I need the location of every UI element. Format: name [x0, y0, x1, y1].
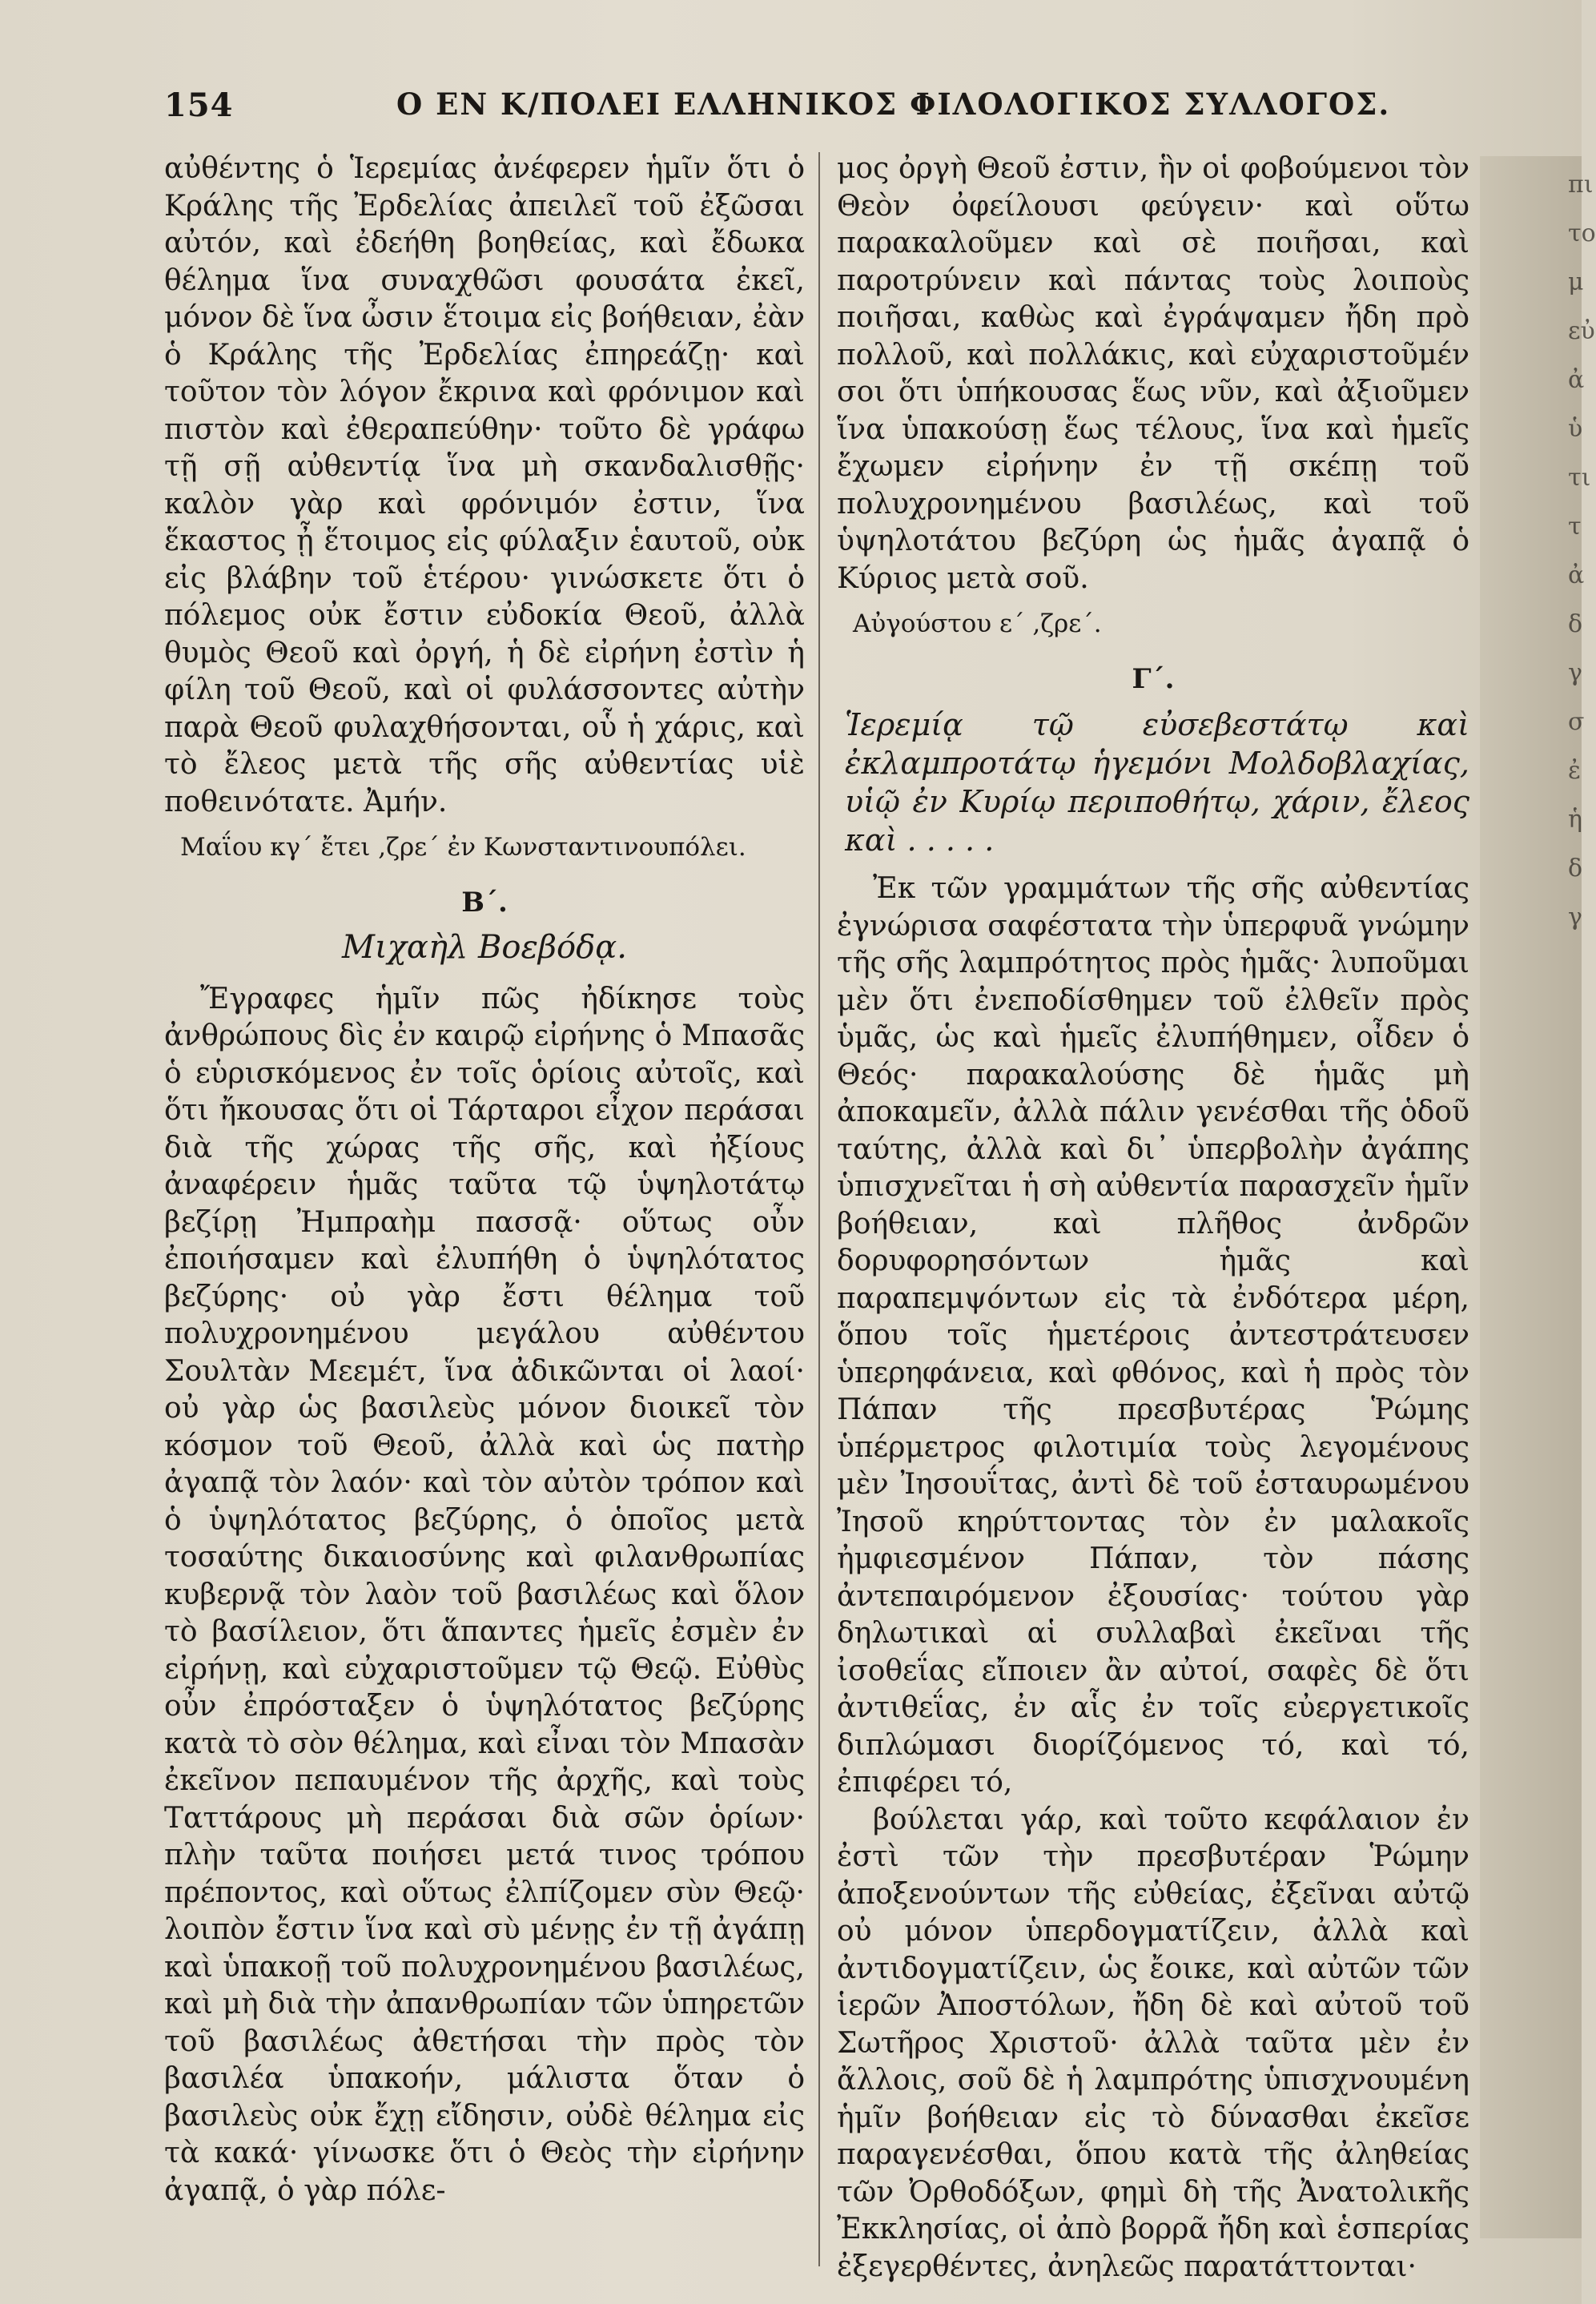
- facing-page-fragments: [1568, 160, 1596, 942]
- edge-fragment: γ: [1568, 659, 1582, 687]
- edge-fragment: ἀ: [1568, 366, 1585, 394]
- right-paragraph-1: μος ὀργὴ Θεοῦ ἐστιν, ἣν οἱ φοβούμενοι τὸν Θεὸν ὀφείλουσι φεύγειν· καὶ οὕτω παρακαλοῦμεν καὶ σὲ ποιῆσαι, καὶ παροτρύνειν καὶ πάντας τοὺς λοιποὺς ποιῆσαι, καθὼς καὶ ἐγράψαμεν ἤδη πρὸ πολλοῦ, καὶ πολλάκις, καὶ εὐχαριστοῦμέν σοι ὅτι ὑπήκουσας ἕως νῦν, καὶ ἀξιοῦμεν ἵνα ὑπακούσῃ ἕως τέλους, ἵνα καὶ ἡμεῖς ἔχωμεν εἰρήνην ἐν τῇ σκέπῃ τοῦ πολυχρονημένου βασιλέως, καὶ τοῦ ὑψηλοτάτου βεζύρη ὡς ἡμᾶς ἀγαπᾷ ὁ Κύριος μετὰ σοῦ.: [837, 152, 1469, 595]
- left-paragraph-1: αὐθέντης ὁ Ἱερεμίας ἀνέφερεν ἡμῖν ὅτι ὁ Κράλης τῆς Ἐρδελίας ἀπειλεῖ τοῦ ἐξῶσαι αὐτόν, καὶ ἐδεήθη βοηθείας, καὶ ἔδωκα θέλημα ἵνα συναχθῶσι φουσάτα ἐκεῖ, μόνον δὲ ἵνα ὦσιν ἕτοιμα εἰς βοήθειαν, ἐὰν ὁ Κράλης τῆς Ἐρδελίας ἐπηρεάζῃ· καὶ τοῦτον τὸν λόγον ἔκρινα καὶ φρόνιμον καὶ πιστὸν καὶ ἐθεραπεύθην· τοῦτο δὲ γράφω τῇ σῇ αὐθεντίᾳ ἵνα μὴ σκανδαλισθῇς· καλὸν γὰρ καὶ φρόνιμόν ἐστιν, ἵνα ἕκαστος ᾖ ἕτοιμος εἰς φύλαξιν ἑαυτοῦ, οὐκ εἰς βλάβην τοῦ ἑτέρου· γινώσκετε ὅτι ὁ πόλεμος οὐκ ἔστιν εὐδοκία Θεοῦ, ἀλλὰ θυμὸς Θεοῦ καὶ ὀργή, ἡ δὲ εἰρήνη ἐστὶν ἡ φίλη τοῦ Θεοῦ, καὶ οἱ φυλάσσοντες αὐτὴν παρὰ Θεοῦ φυλαχθήσονται, οὗ ἡ χάρις, καὶ τὸ ἔλεος μετὰ τῆς σῆς αὐθεντίας υἱὲ ποθεινότατε. Ἀμήν.: [164, 152, 805, 818]
- right-column: [837, 151, 1469, 2281]
- running-title: Ο ΕΝ Κ/ΠΟΛΕΙ ΕΛΛΗΝΙΚΟΣ ΦΙΛΟΛΟΓΙΚΟΣ ΣΥΛΛΟΓΟΣ.: [396, 86, 1391, 122]
- edge-fragment: ἡ: [1568, 806, 1582, 834]
- date-line-2: Αὐγούστου ε΄ ,ζρε΄.: [853, 609, 1102, 638]
- right-paragraph-2: Ἐκ τῶν γραμμάτων τῆς σῆς αὐθεντίας ἐγνώρισα σαφέστατα τὴν ὑπερφυᾶ γνώμην τῆς σῆς λαμπρότητος πρὸς ἡμᾶς· λυποῦμαι μὲν ὅτι ἐνεποδίσθημεν τοῦ ἐλθεῖν πρὸς ὑμᾶς, ὡς καὶ ἡμεῖς ἐλυπήθημεν, οἶδεν ὁ Θεός· παρακαλούσης δὲ ἡμᾶς μὴ ἀποκαμεῖν, ἀλλὰ πάλιν γενέσθαι τῆς ὁδοῦ ταύτης, ἀλλὰ καὶ δι᾿ ὑπερβολὴν ἀγάπης ὑπισχνεῖται ἡ σὴ αὐθεντία παρασχεῖν ἡμῖν βοήθειαν, καὶ πλῆθος ἀνδρῶν δορυφορησόντων ἡμᾶς καὶ παραπεμψόντων εἰς τὰ ἐνδότερα μέρη, ὅπου τοῖς ἡμετέροις ἀντεστράτευσεν ὑπερηφάνεια, καὶ φθόνος, καὶ ἡ πρὸς τὸν Πάπαν τῆς πρεσβυτέρας Ῥώμης ὑπέρμετρος φιλοτιμία τοὺς λεγομένους μὲν Ἰησουΐτας, ἀντὶ δὲ τοῦ ἐσταυρωμένου Ἰησοῦ κηρύττοντας τὸν ἐν μαλακοῖς ἠμφιεσμένον Πάπαν, τὸν πάσης ἀντεπαιρόμενον ἐξουσίας· τούτου γὰρ δηλωτικαὶ αἱ συλλαβαὶ ἐκεῖναι τῆς ἰσοθεΐας εἴποιεν ἂν αὐτοί, σαφὲς δὲ ὅτι ἀντιθεΐας, ἐν αἷς ἐν τοῖς εὐεργετικοῖς διπλώμασι διορίζόμενος τό, καὶ τό, ἐπιφέρει τό,: [837, 872, 1469, 1799]
- left-column: [164, 151, 805, 2281]
- edge-fragment: σ: [1568, 708, 1585, 736]
- section-number-b: Β΄.: [461, 886, 508, 919]
- edge-fragment: πι: [1568, 171, 1594, 199]
- edge-fragment: ἐ: [1568, 757, 1582, 785]
- edge-fragment: ἀ: [1568, 561, 1585, 589]
- date-line-1: Μαΐου κγ΄ ἔτει ,ζρε΄ ἐν Κωνσταντινουπόλει.: [180, 833, 746, 862]
- right-paragraph-3: βούλεται γάρ, καὶ τοῦτο κεφάλαιον ἐν ἐστὶ τῶν τὴν πρεσβυτέραν Ῥώμην ἀποξενούντων τῆς εὐθείας, ἐξεῖναι αὐτῷ οὐ μόνον ὑπερδογματίζειν, ἀλλὰ καὶ ἀντιδογματίζειν, ὡς ἔοικε, καὶ αὐτῶν τῶν ἱερῶν Ἀποστόλων, ἤδη δὲ καὶ αὐτοῦ τοῦ Σωτῆρος Χριστοῦ· ἀλλὰ ταῦτα μὲν ἐν ἄλλοις, σοῦ δὲ ἡ λαμπρότης ὑπισχνουμένη ἡμῖν βοήθειαν εἰς τὸ δύνασθαι ἐκεῖσε παραγενέσθαι, ὅπου κατὰ τῆς ἀληθείας τῶν Ὀρθοδόξων, φημὶ δὴ τῆς Ἀνατολικῆς Ἐκκλησίας, οἱ ἀπὸ βορρᾶ ἤδη καὶ ἑσπερίας ἐξεγερθέντες, ἀνηλεῶς παρατάττονται·: [837, 1803, 1469, 2283]
- edge-fragment: γ: [1568, 903, 1582, 931]
- page-number: 154: [164, 86, 234, 124]
- edge-fragment: δ: [1568, 854, 1583, 883]
- edge-fragment: δ: [1568, 610, 1583, 638]
- edge-fragment: μ: [1568, 268, 1584, 296]
- edge-fragment: τ: [1568, 513, 1582, 541]
- section-number-c: Γ΄.: [1132, 662, 1175, 695]
- letter-heading-b: Μιχαὴλ Βοεβόδᾳ.: [342, 929, 627, 966]
- page-header: [164, 86, 1391, 135]
- left-paragraph-2: Ἔγραφες ἡμῖν πῶς ἠδίκησε τοὺς ἀνθρώπους δὶς ἐν καιρῷ εἰρήνης ὁ Μπασᾶς ὁ εὑρισκόμενος ἐν τοῖς ὁρίοις αὐτοῖς, καὶ ὅτι ἤκουσας ὅτι οἱ Τάρταροι εἶχον περάσαι διὰ τῆς χώρας τῆς σῆς, καὶ ἠξίους ἀναφέρειν ἡμᾶς ταῦτα τῷ ὑψηλοτάτῳ βεζίρῃ Ἠμπραὴμ πασσᾷ· οὕτως οὖν ἐποιήσαμεν καὶ ἐλυπήθη ὁ ὑψηλότατος βεζύρης· οὐ γὰρ ἔστι θέλημα τοῦ πολυχρονημένου μεγάλου αὐθέντου Σουλτὰν Μεεμέτ, ἵνα ἀδικῶνται οἱ λαοί· οὐ γὰρ ὡς βασιλεὺς μόνον διοικεῖ τὸν κόσμον τοῦ Θεοῦ, ἀλλὰ καὶ ὡς πατὴρ ἀγαπᾷ τὸν λαόν· καὶ τὸν αὐτὸν τρόπον καὶ ὁ ὑψηλότατος βεζύρης, ὁ ὁποῖος μετὰ τοσαύτης δικαιοσύνης καὶ φιλανθρωπίας κυβερνᾷ τὸν λαὸν τοῦ βασιλέως καὶ ὅλον τὸ βασίλειον, ὅτι ἅπαντες ἡμεῖς ἐσμὲν ἐν εἰρήνῃ, καὶ εὐχαριστοῦμεν τῷ Θεῷ. Εὐθὺς οὖν ἐπρόσταξεν ὁ ὑψηλότατος βεζύρης κατὰ τὸ σὸν θέλημα, καὶ εἶναι τὸν Μπασὰν ἐκεῖνον πεπαυμένον τῆς ἀρχῆς, καὶ τοὺς Ταττάρους μὴ περάσαι διὰ σῶν ὁρίων· πλὴν ταῦτα ποιήσει μετά τινος τρόπου πρέποντος, καὶ οὕτως ἐλπίζομεν σὺν Θεῷ· λοιπὸν ἔστιν ἵνα καὶ σὺ μένῃς ἐν τῇ ἀγάπῃ καὶ ὑπακοῇ τοῦ πολυχρονημένου βασιλέως, καὶ μὴ διὰ τὴν ἀπανθρωπίαν τῶν ὑπηρετῶν τοῦ βασιλέως ἀθετήσαι τὴν πρὸς τὸν βασιλέα ὑπακοήν, μάλιστα ὅταν ὁ βασιλεὺς οὐκ ἔχῃ εἴδησιν, οὐδὲ θέλημα εἰς τὰ κακά· γίνωσκε ὅτι ὁ Θεὸς τὴν εἰρήνην ἀγαπᾷ, ὁ γὰρ πόλε-: [164, 982, 805, 2207]
- bleed-through-text: [961, 0, 1473, 48]
- edge-fragment: το: [1568, 219, 1596, 247]
- edge-fragment: τι: [1568, 464, 1591, 492]
- edge-fragment: εὐ: [1568, 317, 1595, 345]
- edge-fragment: ὑ: [1568, 415, 1583, 443]
- column-divider: [818, 152, 820, 2266]
- facing-page-edge: [1480, 156, 1582, 2238]
- letter-salutation-c: Ἱερεμίᾳ τῷ εὐσεβεστάτῳ καὶ ἐκλαμπροτάτῳ ἡγεμόνι Μολδοβλαχίας, υἱῷ ἐν Κυρίῳ περιποθήτῳ, χάριν, ἔλεος καὶ . . . . .: [845, 707, 1469, 858]
